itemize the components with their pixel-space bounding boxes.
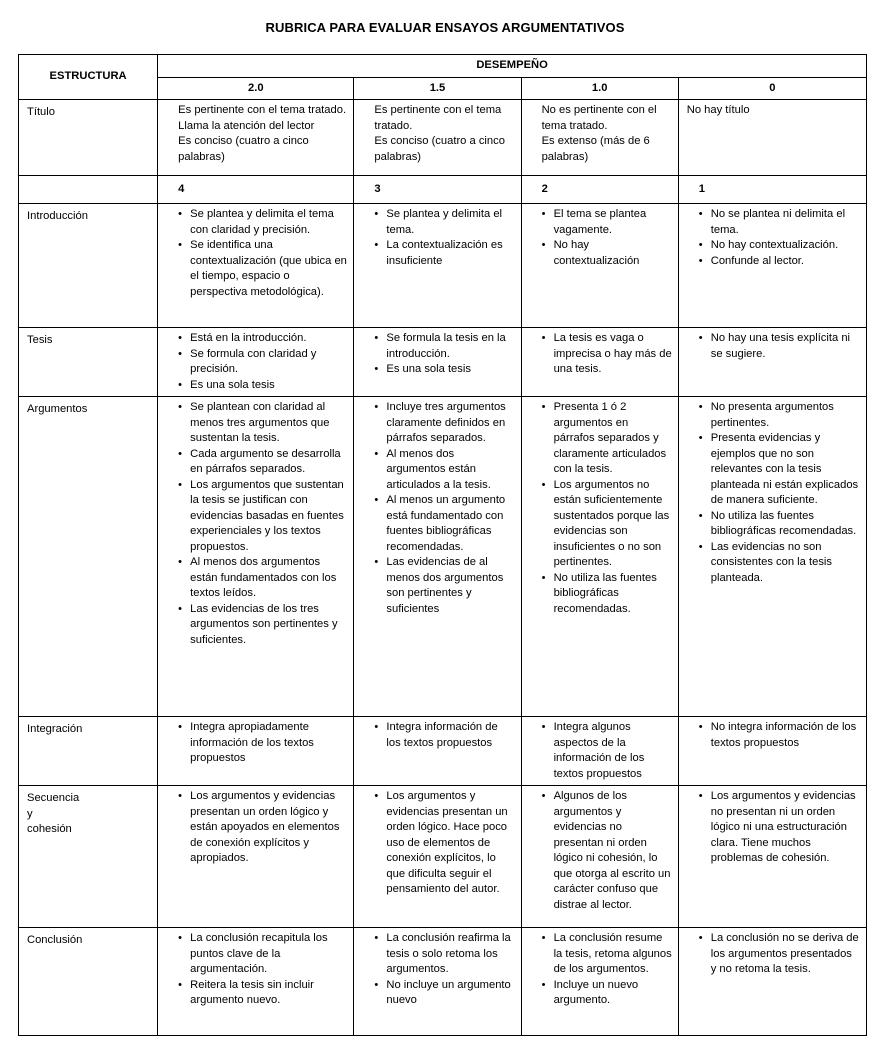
criteria-item: • Algunos de los argumentos y evidencias no presentan ni orden lógico ni cohesión, lo que otorga al escrito un carácter confuso que distrae al lector.	[554, 789, 672, 913]
criteria-list	[178, 931, 347, 1009]
header-score: 2.0	[158, 78, 354, 100]
header-score: 1.0	[521, 78, 678, 100]
row-label: Introducción	[27, 210, 88, 222]
criteria-item: • Se plantean con claridad al menos tres argumentos que sustentan la tesis.	[190, 400, 347, 447]
criteria-cell	[521, 204, 678, 328]
criteria-list	[699, 400, 860, 586]
criteria-item: • La contextualización es insuficiente	[386, 238, 514, 269]
criteria-item: • Al menos un argumento está fundamentado con fuentes bibliográficas recomendadas.	[386, 493, 514, 555]
criteria-item: • La conclusión recapitula los puntos clave de la argumentación.	[190, 931, 347, 978]
table-row-titulo	[19, 100, 867, 176]
criteria-cell	[354, 328, 521, 397]
criteria-list	[542, 931, 672, 1009]
table-row-points	[19, 176, 867, 204]
criteria-text: Es pertinente con el tema tratado.	[374, 104, 502, 132]
row-label-cell	[19, 928, 158, 1036]
criteria-list	[542, 331, 672, 378]
criteria-item: • No utiliza las fuentes bibliográficas recomendadas.	[554, 571, 672, 618]
criteria-cell	[678, 717, 866, 786]
criteria-cell	[158, 928, 354, 1036]
criteria-cell	[158, 100, 354, 176]
criteria-cell	[521, 100, 678, 176]
criteria-cell	[678, 397, 866, 717]
criteria-item: • Se plantea y delimita el tema con claridad y precisión.	[190, 207, 347, 238]
criteria-cell	[678, 328, 866, 397]
criteria-item: • Cada argumento se desarrolla en párrafos separados.	[190, 447, 347, 478]
criteria-list	[374, 720, 514, 751]
criteria-item: • Reitera la tesis sin incluir argumento nuevo.	[190, 978, 347, 1009]
criteria-item: • Las evidencias de los tres argumentos son pertinentes y suficientes.	[190, 602, 347, 649]
criteria-cell	[354, 928, 521, 1036]
criteria-item: • No utiliza las fuentes bibliográficas recomendadas.	[711, 509, 860, 540]
row-label: Conclusión	[27, 934, 83, 946]
criteria-item: • Al menos dos argumentos están articulados a la tesis.	[386, 447, 514, 494]
row-label-cell	[19, 786, 158, 928]
criteria-cell	[354, 100, 521, 176]
criteria-list	[178, 720, 347, 767]
criteria-item: • Los argumentos no están suficientemente sustentados porque las evidencias son insuficientes o no son pertinentes.	[554, 478, 672, 571]
criteria-list	[699, 931, 860, 978]
table-row	[19, 928, 867, 1036]
criteria-item: • No se plantea ni delimita el tema.	[711, 207, 860, 238]
points-value: 1	[678, 176, 866, 204]
criteria-item: • Los argumentos que sustentan la tesis se justifican con evidencias basadas en fuentes experienciales y los textos propuestos.	[190, 478, 347, 556]
criteria-item: • Los argumentos y evidencias no presentan ni un orden lógico ni una estructuración clara. Tiene muchos problemas de cohesión.	[711, 789, 860, 867]
criteria-item: • La conclusión reafirma la tesis o solo retoma los argumentos.	[386, 931, 514, 978]
criteria-list	[374, 207, 514, 269]
criteria-item: • Presenta 1 ó 2 argumentos en párrafos separados y claramente articulados con la tesis.	[554, 400, 672, 478]
header-desempeno: DESEMPEÑO	[158, 55, 867, 78]
header-estructura: ESTRUCTURA	[19, 55, 158, 100]
criteria-item: • Es una sola tesis	[386, 362, 514, 378]
row-label-cell	[19, 397, 158, 717]
criteria-item: • Presenta evidencias y ejemplos que no son relevantes con la tesis planteada ni están explicados de manera suficiente.	[711, 431, 860, 509]
criteria-item: • Está en la introducción.	[190, 331, 347, 347]
criteria-cell	[354, 786, 521, 928]
criteria-item: • No hay una tesis explícita ni se sugiere.	[711, 331, 860, 362]
criteria-text: Es pertinente con el tema tratado.	[178, 104, 347, 116]
row-label: Integración	[27, 723, 83, 735]
criteria-item: • No integra información de los textos propuestos	[711, 720, 860, 751]
criteria-list	[178, 207, 347, 300]
table-row	[19, 204, 867, 328]
criteria-cell	[158, 328, 354, 397]
points-value: 2	[521, 176, 678, 204]
criteria-item: • Al menos dos argumentos están fundamentados con los textos leídos.	[190, 555, 347, 602]
points-value: 4	[158, 176, 354, 204]
criteria-list	[699, 789, 860, 867]
criteria-text: No hay título	[686, 104, 750, 116]
criteria-item: • No presenta argumentos pertinentes.	[711, 400, 860, 431]
points-value: 3	[354, 176, 521, 204]
criteria-list	[542, 207, 672, 269]
criteria-item: • Se identifica una contextualización (que ubica en el tiempo, espacio o perspectiva metodológica).	[190, 238, 347, 300]
criteria-list	[178, 331, 347, 393]
criteria-text: Es conciso (cuatro a cinco palabras)	[374, 135, 505, 163]
criteria-item: • Se formula la tesis en la introducción.	[386, 331, 514, 362]
criteria-cell	[678, 100, 866, 176]
criteria-list	[542, 789, 672, 913]
criteria-item: • No hay contextualización	[554, 238, 672, 269]
criteria-cell	[521, 786, 678, 928]
criteria-item: • Confunde al lector.	[711, 254, 860, 270]
criteria-cell	[158, 397, 354, 717]
criteria-list	[374, 400, 514, 617]
criteria-list	[374, 331, 514, 378]
header-score: 1.5	[354, 78, 521, 100]
criteria-item: • Integra información de los textos propuestos	[386, 720, 514, 751]
criteria-item: • Se plantea y delimita el tema.	[386, 207, 514, 238]
row-label: Secuencia	[27, 792, 80, 804]
criteria-item: • El tema se plantea vagamente.	[554, 207, 672, 238]
criteria-cell	[678, 786, 866, 928]
row-label-cell	[19, 328, 158, 397]
row-label-cell	[19, 100, 158, 176]
criteria-cell	[354, 717, 521, 786]
criteria-item: • La conclusión resume la tesis, retoma algunos de los argumentos.	[554, 931, 672, 978]
criteria-list	[699, 331, 860, 362]
criteria-cell	[521, 928, 678, 1036]
empty-label-cell	[19, 176, 158, 204]
row-label: y	[27, 807, 33, 820]
criteria-list	[374, 789, 514, 898]
criteria-cell	[521, 717, 678, 786]
criteria-text: No es pertinente con el tema tratado.	[541, 104, 657, 132]
criteria-item: • Es una sola tesis	[190, 378, 347, 394]
criteria-text: Llama la atención del lector	[178, 119, 315, 132]
criteria-item: • Los argumentos y evidencias presentan un orden lógico. Hace poco uso de elementos de conexión explícitos, lo que dificulta seguir el pensamiento del autor.	[386, 789, 514, 898]
criteria-item: • No hay contextualización.	[711, 238, 860, 254]
criteria-item: • Incluye tres argumentos claramente definidos en párrafos separados.	[386, 400, 514, 447]
document-title: RUBRICA PARA EVALUAR ENSAYOS ARGUMENTATIVOS	[265, 20, 625, 35]
rubric-table	[18, 54, 867, 1036]
row-label: Título	[27, 106, 55, 118]
row-label: cohesión	[27, 823, 72, 835]
row-label-cell	[19, 717, 158, 786]
criteria-item: • La conclusión no se deriva de los argumentos presentados y no retoma la tesis.	[711, 931, 860, 978]
table-row	[19, 717, 867, 786]
criteria-item: • Integra algunos aspectos de la información de los textos propuestos	[554, 720, 672, 782]
criteria-cell	[158, 786, 354, 928]
criteria-cell	[158, 717, 354, 786]
header-row-desempeno	[19, 55, 867, 78]
row-label-cell	[19, 204, 158, 328]
criteria-item: • No incluye un argumento nuevo	[386, 978, 514, 1009]
table-row	[19, 328, 867, 397]
criteria-cell	[354, 397, 521, 717]
criteria-list	[542, 400, 672, 617]
criteria-text: Es extenso (más de 6 palabras)	[541, 135, 650, 163]
criteria-item: • Los argumentos y evidencias presentan un orden lógico y están apoyados en elementos de conexión explícitos y apropiados.	[190, 789, 347, 867]
criteria-item: • La tesis es vaga o imprecisa o hay más de una tesis.	[554, 331, 672, 378]
header-score: 0	[678, 78, 866, 100]
criteria-list	[178, 789, 347, 867]
table-row	[19, 397, 867, 717]
criteria-item: • Incluye un nuevo argumento.	[554, 978, 672, 1009]
criteria-item: • Integra apropiadamente información de los textos propuestos	[190, 720, 347, 767]
criteria-cell	[521, 397, 678, 717]
criteria-cell	[678, 204, 866, 328]
criteria-item: • Las evidencias no son consistentes con la tesis planteada.	[711, 540, 860, 587]
row-label: Argumentos	[27, 403, 88, 415]
criteria-cell	[354, 204, 521, 328]
row-label: Tesis	[27, 334, 53, 346]
criteria-list	[542, 720, 672, 782]
criteria-item: • Las evidencias de al menos dos argumentos son pertinentes y suficientes	[386, 555, 514, 617]
criteria-list	[178, 400, 347, 648]
criteria-text: Es conciso (cuatro a cinco palabras)	[178, 135, 309, 163]
criteria-cell	[521, 328, 678, 397]
criteria-list	[699, 207, 860, 269]
criteria-cell	[678, 928, 866, 1036]
criteria-list	[374, 931, 514, 1009]
criteria-list	[699, 720, 860, 751]
table-row	[19, 786, 867, 928]
criteria-cell	[158, 204, 354, 328]
criteria-item: • Se formula con claridad y precisión.	[190, 347, 347, 378]
